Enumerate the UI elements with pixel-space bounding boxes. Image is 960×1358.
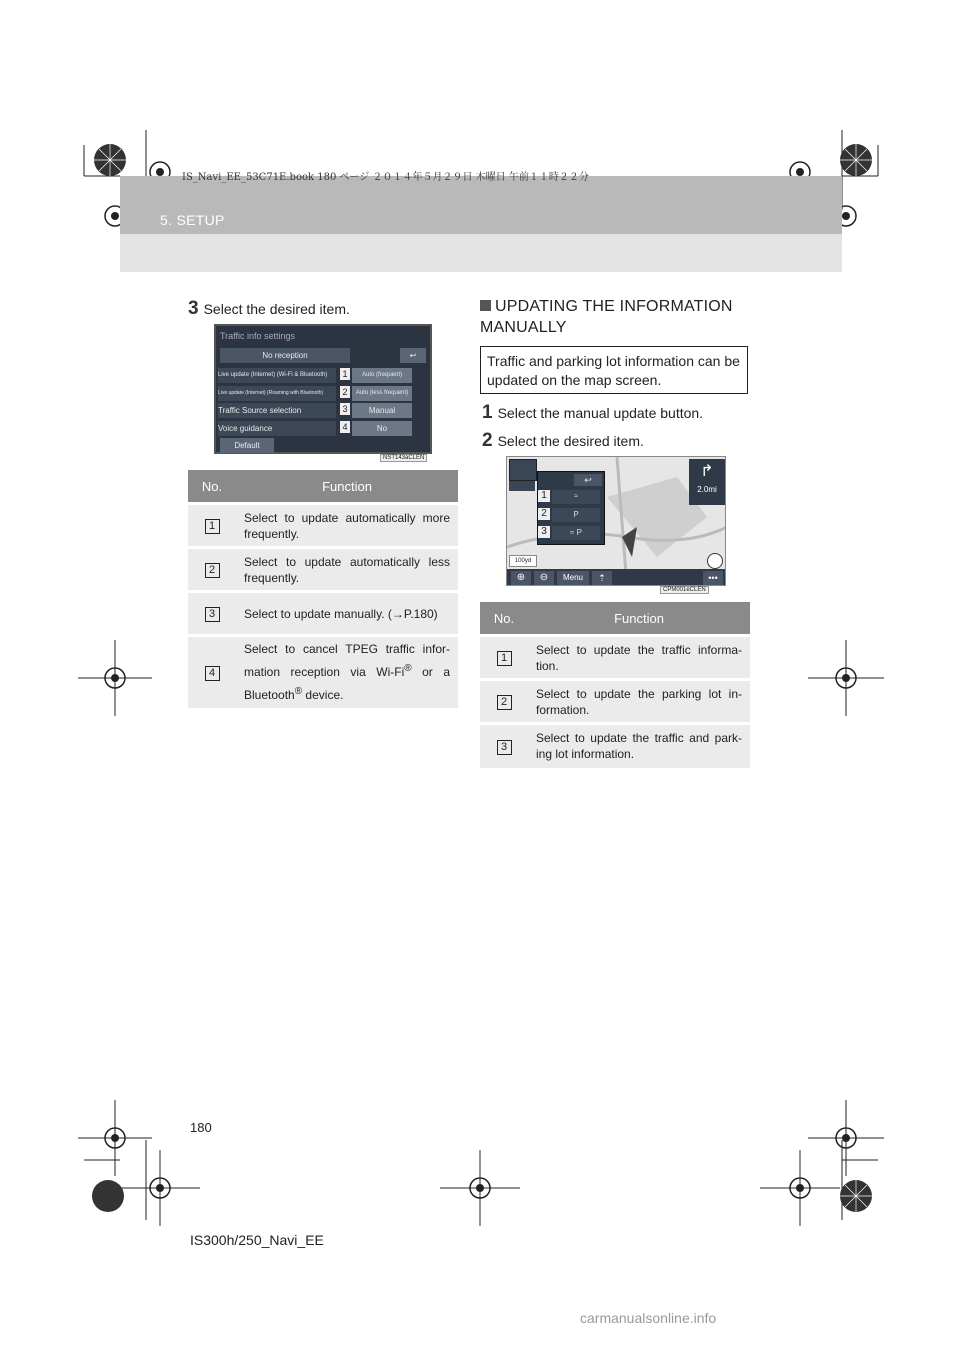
traffic-update-icon: ≈ <box>552 490 600 504</box>
no-reception-label: No reception <box>220 348 350 363</box>
callout-1: 1 <box>538 490 550 502</box>
step-2 <box>482 430 644 452</box>
traffic-icon <box>509 481 535 491</box>
parking-update-label: P <box>552 508 600 522</box>
menu-button-label: Menu <box>557 571 589 585</box>
row-value-2: Auto (less frequent) <box>352 386 412 401</box>
callout-1: 1 <box>340 368 350 380</box>
table-row <box>480 680 750 724</box>
turn-arrow-icon: ↱ <box>700 463 714 480</box>
function-table-right <box>480 602 750 768</box>
footer-id: IS300h/250_Navi_EE <box>190 1232 324 1248</box>
callout-3: 3 <box>538 526 550 538</box>
scale-label: 100yd <box>509 555 537 567</box>
step-number: 2 <box>482 430 493 451</box>
page-number: 180 <box>190 1120 212 1135</box>
image-code-1: NST143aCLEN <box>380 454 427 462</box>
row-label-3: Traffic Source selection <box>218 403 336 418</box>
callout-2: 2 <box>538 508 550 520</box>
turn-panel <box>689 459 725 505</box>
square-bullet-icon <box>480 300 491 311</box>
row-text: Select to update the traffic and park-ing lot information. <box>528 724 750 768</box>
table-row <box>188 636 458 708</box>
row-text: Select to update manually. (→P.180) <box>236 592 458 636</box>
table-row <box>188 592 458 636</box>
col-header-function: Function <box>236 470 458 504</box>
step-3 <box>188 298 350 320</box>
zoom-in-icon: ⊕ <box>511 571 531 585</box>
image-code-2: CPM001eCLEN <box>660 586 709 594</box>
back-icon: ↩ <box>574 474 602 486</box>
section-heading: UPDATING THE INFORMATION MANUALLY <box>480 298 733 336</box>
step-text: Select the manual update button. <box>497 405 704 421</box>
col-header-no: No. <box>480 602 528 636</box>
default-button-label: Default <box>220 438 274 453</box>
row-value-3: Manual <box>352 403 412 418</box>
table-row <box>480 636 750 680</box>
row-number: 3 <box>497 740 512 755</box>
row-number: 3 <box>205 607 220 622</box>
back-icon: ↩ <box>400 348 426 363</box>
col-header-no: No. <box>188 470 236 504</box>
map-toolbar <box>507 569 726 586</box>
row-number: 1 <box>205 519 220 534</box>
callout-2: 2 <box>340 386 350 398</box>
compass-icon <box>509 459 537 481</box>
row-number: 2 <box>497 695 512 710</box>
traffic-parking-update-label: ≈ P <box>552 526 600 540</box>
traffic-settings-screenshot <box>214 324 432 454</box>
row-value-1: Auto (frequent) <box>352 368 412 383</box>
table-row <box>480 724 750 768</box>
orientation-icon: ⇡ <box>592 571 612 585</box>
callout-3: 3 <box>340 403 350 415</box>
step-1 <box>482 402 703 424</box>
header-bar <box>120 176 842 234</box>
step-text: Select the desired item. <box>497 433 644 449</box>
zoom-out-icon: ⊖ <box>534 571 554 585</box>
row-text: Select to update the traffic informa-tion. <box>528 636 750 680</box>
row-text: Select to update the parking lot in-formation. <box>528 680 750 724</box>
speed-sign-icon <box>707 553 723 569</box>
map-screen-screenshot <box>506 456 726 586</box>
book-info: IS_Navi_EE_53C71E.book 180 ページ ２０１４年５月２９日 木曜日 午前１１時２２分 <box>182 172 589 183</box>
col-header-function: Function <box>528 602 750 636</box>
row-text: Select to update automatically less frequently. <box>236 548 458 592</box>
row-text: Select to cancel TPEG traffic infor-mation reception via Wi-Fi® or a Bluetooth® device. <box>236 636 458 708</box>
distance-label: 2.0mi <box>697 485 717 494</box>
function-table-left <box>188 470 458 708</box>
row-number: 1 <box>497 651 512 666</box>
row-label-4: Voice guidance <box>218 421 336 436</box>
row-value-4: No <box>352 421 412 436</box>
screen-title: Traffic info settings <box>220 331 296 341</box>
row-number: 4 <box>205 666 220 681</box>
table-row <box>188 548 458 592</box>
table-row <box>188 504 458 548</box>
info-box: Traffic and parking lot information can be updated on the map screen. <box>480 346 748 394</box>
watermark: carmanualsonline.info <box>580 1310 717 1326</box>
row-number: 2 <box>205 563 220 578</box>
row-label-2: Live update (Internet) (Roaming with Bluetooth) <box>218 386 336 401</box>
more-icon: ••• <box>703 571 723 585</box>
callout-4: 4 <box>340 421 350 433</box>
row-text: Select to update automatically more frequently. <box>236 504 458 548</box>
step-number: 1 <box>482 402 493 423</box>
section-title: 5. SETUP <box>160 212 225 228</box>
step-text: Select the desired item. <box>203 301 350 317</box>
row-label-1: Live update (Internet) (Wi-Fi & Bluetooth) <box>218 368 336 383</box>
step-number: 3 <box>188 298 199 319</box>
update-menu-panel <box>537 471 605 545</box>
